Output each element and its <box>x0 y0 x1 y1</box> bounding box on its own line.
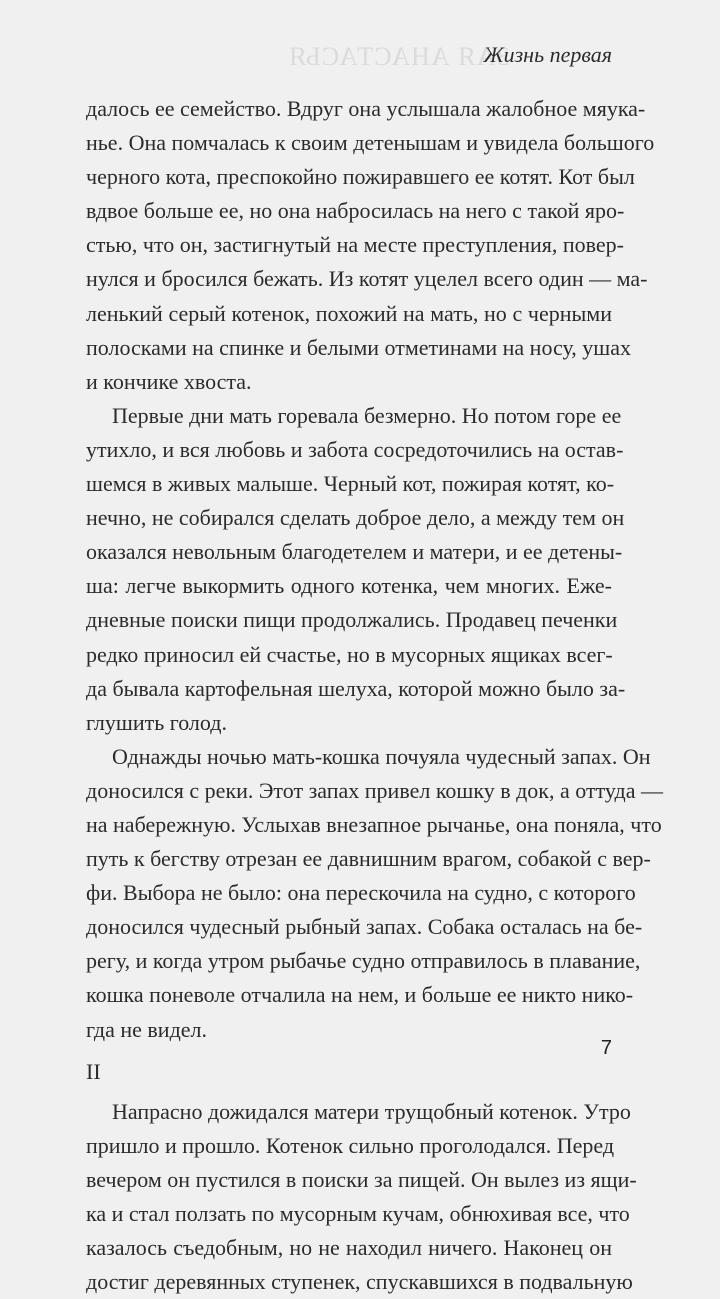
text-line: фи. Выбора не было: она перескочила на судно, с которого <box>86 880 636 906</box>
text-line: регу, и когда утром рыбачье судно отправилось в плавание, <box>86 948 641 974</box>
text-line: утихло, и вся любовь и забота сосредоточились на остав- <box>86 436 624 462</box>
text-line: пришло и прошло. Котенок сильно проголодался. Перед <box>86 1132 615 1158</box>
text-line: шемся в живых малыше. Черный кот, пожирая котят, ко- <box>86 471 615 497</box>
text-line: стью, что он, застигнутый на месте преступления, повер- <box>86 232 624 258</box>
text-line: нулся и бросился бежать. Из котят уцелел всего один — ма- <box>86 266 648 292</box>
bleed-through-text: ЗАЯ АНАСТАСЬЯ <box>288 42 510 71</box>
text-line: вечером он пустился в поиски за пищей. Он вылез из ящи- <box>86 1166 637 1192</box>
paragraph-2 <box>86 399 626 740</box>
text-line: и кончике хвоста. <box>86 368 252 394</box>
text-line: ша: легче выкормить одного котенка, чем многих. Еже- <box>86 573 612 599</box>
text-line: Первые дни мать горевала безмерно. Но потом горе ее <box>112 402 622 428</box>
text-line: дневные поиски пищи продолжались. Продавец печенки <box>86 607 618 633</box>
text-line: Напрасно дожидался матери трущобный котенок. Утро <box>112 1098 631 1124</box>
text-line: на набережную. Услыхав внезапное рычанье, она поняла, что <box>86 811 662 837</box>
text-line: полосками на спинке и белыми отметинами на носу, ушах <box>86 334 631 360</box>
paragraph-3 <box>86 740 663 1047</box>
body-text <box>86 92 663 1299</box>
text-line: глушить голод. <box>86 709 227 735</box>
text-line: гда не видел. <box>86 1016 208 1042</box>
text-line: черного кота, преспокойно пожиравшего ее котят. Кот был <box>86 164 635 190</box>
section-number: II <box>86 1058 101 1084</box>
text-line: путь к бегству отрезан ее давнишним врагом, собакой с вер- <box>86 846 651 872</box>
paragraph-4 <box>86 1095 637 1299</box>
text-line: оказался невольным благодетелем и матери, и ее детены- <box>86 539 623 565</box>
text-line: Однажды ночью мать-кошка почуяла чудесный запах. Он <box>112 743 651 769</box>
text-line: кошка поневоле отчалила на нем, и больше ее никто нико- <box>86 982 634 1008</box>
text-line: нечно, не собирался сделать доброе дело, а между тем он <box>86 505 625 531</box>
text-line: да бывала картофельная шелуха, которой можно было за- <box>86 675 626 701</box>
text-line: казалось съедобным, но не находил ничего. Наконец он <box>86 1235 612 1261</box>
page-number: 7 <box>600 1037 612 1059</box>
text-line: далось ее семейство. Вдруг она услышала жалобное мяука- <box>86 96 646 121</box>
text-line: доносился чудесный рыбный запах. Собака осталась на бе- <box>86 914 643 940</box>
text-line: редко приносил ей счастье, но в мусорных ящиках всег- <box>86 641 613 667</box>
text-line: вдвое больше ее, но она набросилась на него с такой яро- <box>86 198 625 224</box>
paragraph-1 <box>86 92 655 399</box>
text-line: ленький серый котенок, похожий на мать, но с черными <box>86 300 612 326</box>
text-line: достиг деревянных ступенек, спускавшихся в подвальную <box>86 1269 633 1295</box>
text-line: ка и стал ползать по мусорным кучам, обнюхивая все, что <box>86 1201 630 1226</box>
text-line: нье. Она помчалась к своим детенышам и увидела большого <box>86 130 655 156</box>
text-line: доносился с реки. Этот запах привел кошку в док, а оттуда — <box>86 777 663 803</box>
running-head: Жизнь первая <box>483 42 612 67</box>
